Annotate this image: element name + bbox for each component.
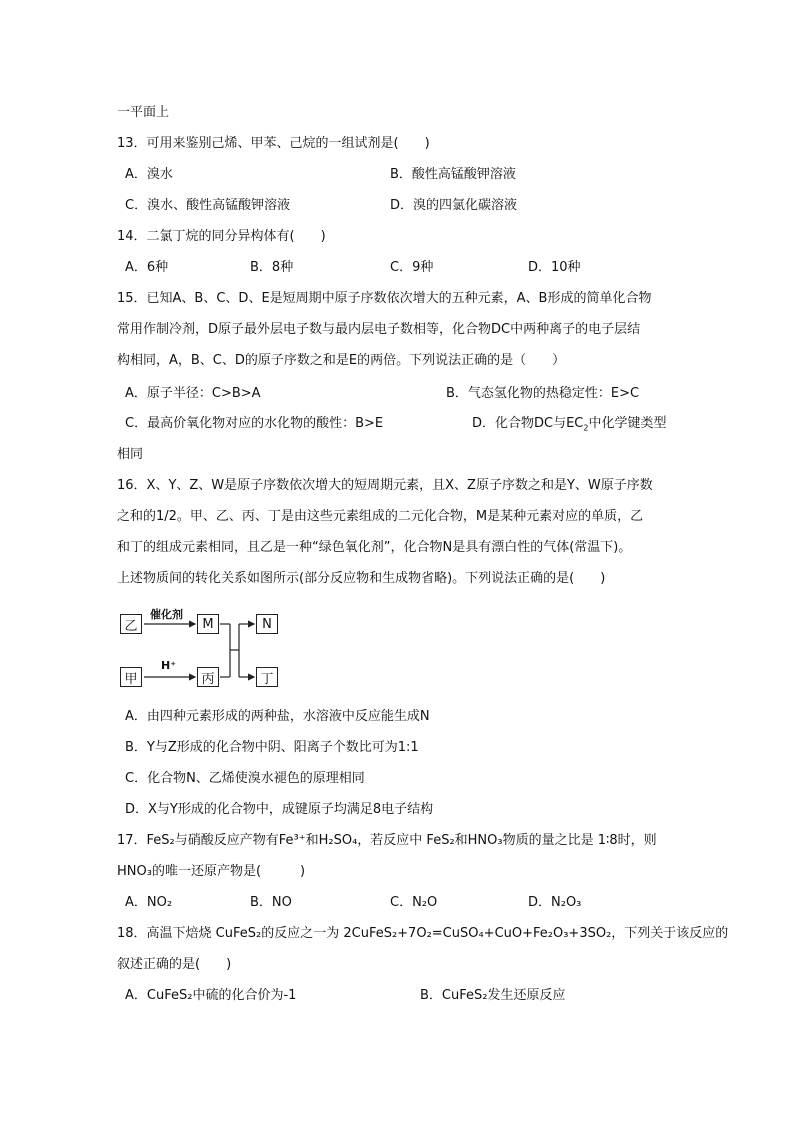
q15-option-d-continued: 相同 — [117, 447, 144, 462]
q14-option-a: A．6种 — [125, 260, 169, 275]
question-17-stem-1: 17．FeS₂与硝酸反应产物有Fe³⁺和H₂SO₄，若反应中 FeS₂和HNO₃物质的量之比是 1∶8时，则 — [117, 833, 657, 848]
q17-option-b: B．NO — [250, 895, 292, 910]
node-bing: 丙 — [197, 667, 219, 687]
question-18-stem-2: 叙述正确的是( ) — [117, 957, 232, 972]
q17-option-d: D．N₂O₃ — [528, 895, 582, 910]
reaction-diagram — [117, 600, 287, 695]
question-14-stem: 14．二氯丁烷的同分异构体有( ) — [117, 229, 326, 244]
node-n: N — [256, 614, 278, 634]
q16-option-b: B．Y与Z形成的化合物中阴、阳离子个数比可为1:1 — [125, 740, 419, 755]
q15-option-d-sub: 2 — [583, 423, 589, 433]
question-16-stem-1: 16．X、Y、Z、W是原子序数依次增大的短周期元素，且X、Z原子序数之和是Y、W原子序数 — [117, 478, 653, 493]
node-yi: 乙 — [120, 614, 142, 634]
question-18-stem-1: 18．高温下焙烧 CuFeS₂的反应之一为 2CuFeS₂+7O₂=CuSO₄+CuO+Fe₂O₃+3SO₂，下列关于该反应的 — [117, 926, 729, 941]
question-15-stem-3: 构相同，A，B、C、D的原子序数之和是E的两倍。下列说法正确的是（ ） — [117, 353, 566, 368]
q16-option-d: D．X与Y形成的化合物中，成键原子均满足8电子结构 — [125, 802, 434, 817]
q13-option-c: C．溴水、酸性高锰酸钾溶液 — [125, 198, 291, 213]
q13-option-a: A．溴水 — [125, 167, 173, 182]
q18-option-a: A．CuFeS₂中硫的化合价为-1 — [125, 988, 297, 1003]
q16-option-a: A．由四种元素形成的两种盐，水溶液中反应能生成N — [125, 709, 430, 724]
node-jia: 甲 — [120, 667, 142, 687]
q15-option-d — [472, 415, 667, 433]
question-16-stem-4: 上述物质间的转化关系如图所示(部分反应物和生成物省略)。下列说法正确的是( ) — [117, 571, 606, 586]
q15-option-c: C．最高价氧化物对应的水化物的酸性：B>E — [125, 416, 384, 431]
q14-option-b: B．8种 — [250, 260, 294, 275]
question-15-stem-2: 常用作制冷剂，D原子最外层电子数与最内层电子数相等，化合物DC中两种离子的电子层结 — [117, 322, 641, 337]
node-m: M — [197, 614, 219, 634]
q15-option-a: A．原子半径：C>B>A — [125, 386, 261, 401]
question-13-stem: 13．可用来鉴别己烯、甲苯、己烷的一组试剂是( ) — [117, 136, 430, 151]
q15-option-d-pre: D．化合物DC与EC — [472, 416, 584, 431]
q17-option-c: C．N₂O — [390, 895, 438, 910]
q15-option-b: B．气态氢化物的热稳定性：E>C — [446, 386, 640, 401]
question-16-stem-2: 之和的1/2。甲、乙、丙、丁是由这些元素组成的二元化合物，M是某种元素对应的单质，乙 — [117, 509, 644, 524]
question-16-stem-3: 和丁的组成元素相同，且乙是一种“绿色氧化剂”，化合物N是具有漂白性的气体(常温下)。 — [117, 540, 632, 555]
hplus-label: H⁺ — [161, 659, 177, 672]
question-15-stem-1: 15．已知A、B、C、D、E是短周期中原子序数依次增大的五种元素，A、B形成的简单化合物 — [117, 291, 652, 306]
q16-option-c: C．化合物N、乙烯使溴水褪色的原理相同 — [125, 771, 365, 786]
q13-option-b: B．酸性高锰酸钾溶液 — [390, 167, 516, 182]
continued-text: 一平面上 — [117, 105, 170, 120]
q14-option-c: C．9种 — [390, 260, 434, 275]
catalyst-label: 催化剂 — [150, 608, 183, 621]
q18-option-b: B．CuFeS₂发生还原反应 — [420, 988, 566, 1003]
q14-option-d: D．10种 — [528, 260, 581, 275]
node-ding: 丁 — [256, 667, 278, 687]
q17-option-a: A．NO₂ — [125, 895, 173, 910]
q15-option-d-post: 中化学键类型 — [588, 416, 667, 431]
q13-option-d: D．溴的四氯化碳溶液 — [390, 198, 518, 213]
question-17-stem-2: HNO₃的唯一还原产物是( ) — [117, 864, 306, 879]
